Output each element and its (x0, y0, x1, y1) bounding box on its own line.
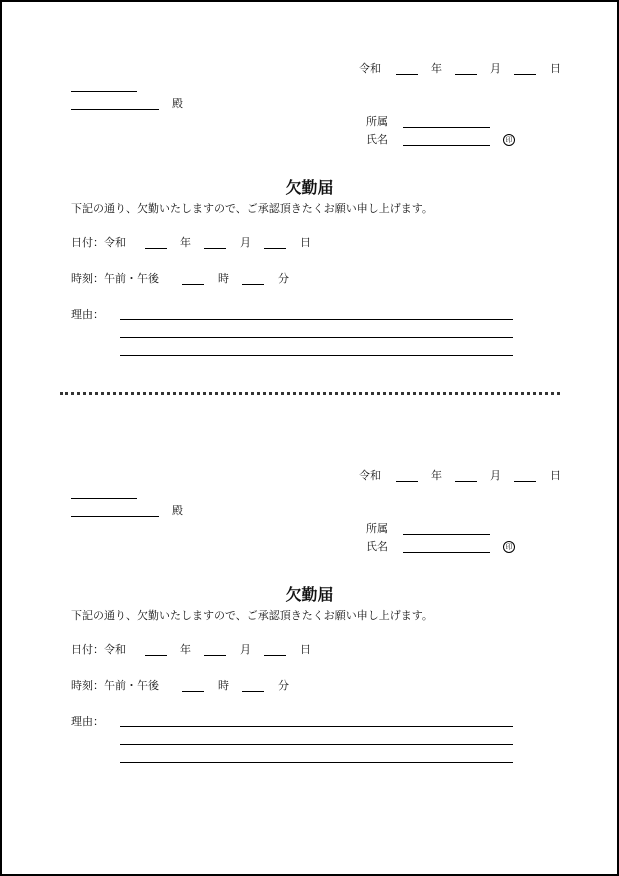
absence-form-upper (0, 0, 619, 380)
reason-line[interactable] (120, 355, 513, 356)
addressee-dept-field[interactable] (71, 498, 137, 499)
affiliation-label: 所属 (366, 522, 388, 535)
absence-form-lower (0, 407, 619, 787)
addressee-dept-field[interactable] (71, 91, 137, 92)
absence-day-label: 日 (300, 236, 311, 249)
addressee-name-field[interactable] (71, 109, 159, 110)
absence-day-field[interactable] (264, 655, 286, 656)
date-row-label: 日付：令和 (71, 643, 126, 656)
intro-text: 下記の通り、欠勤いたしますので、ご承認頂きたくお願い申し上げます。 (71, 202, 433, 215)
time-hour-field[interactable] (182, 691, 204, 692)
affiliation-field[interactable] (403, 534, 490, 535)
date-year-field[interactable] (396, 74, 418, 75)
reason-label: 理由： (71, 308, 104, 321)
time-minute-field[interactable] (242, 284, 264, 285)
seal-mark: 印 (503, 134, 515, 146)
date-month-field[interactable] (455, 481, 477, 482)
intro-text: 下記の通り、欠勤いたしますので、ご承認頂きたくお願い申し上げます。 (71, 609, 433, 622)
reason-line[interactable] (120, 762, 513, 763)
absence-year-label: 年 (180, 236, 191, 249)
name-field[interactable] (403, 145, 490, 146)
addressee-suffix: 殿 (172, 504, 183, 517)
date-month-field[interactable] (455, 74, 477, 75)
seal-mark: 印 (503, 541, 515, 553)
reason-line[interactable] (120, 744, 513, 745)
date-month-label: 月 (490, 469, 501, 482)
name-label: 氏名 (366, 133, 388, 146)
form-title: 欠勤届 (285, 178, 334, 197)
absence-month-field[interactable] (204, 248, 226, 249)
date-day-field[interactable] (514, 74, 536, 75)
absence-month-field[interactable] (204, 655, 226, 656)
time-row-label: 時刻：午前・午後 (71, 272, 159, 285)
date-day-label: 日 (550, 469, 561, 482)
date-era: 令和 (359, 62, 381, 75)
reason-label: 理由： (71, 715, 104, 728)
absence-day-field[interactable] (264, 248, 286, 249)
name-field[interactable] (403, 552, 490, 553)
date-day-field[interactable] (514, 481, 536, 482)
addressee-name-field[interactable] (71, 516, 159, 517)
time-hour-label: 時 (218, 679, 229, 692)
time-hour-field[interactable] (182, 284, 204, 285)
date-year-label: 年 (431, 62, 442, 75)
form-title: 欠勤届 (285, 585, 334, 604)
date-year-field[interactable] (396, 481, 418, 482)
time-minute-field[interactable] (242, 691, 264, 692)
reason-line[interactable] (120, 319, 513, 320)
date-era: 令和 (359, 469, 381, 482)
reason-line[interactable] (120, 726, 513, 727)
absence-month-label: 月 (240, 236, 251, 249)
absence-year-field[interactable] (145, 248, 167, 249)
name-label: 氏名 (366, 540, 388, 553)
absence-day-label: 日 (300, 643, 311, 656)
date-day-label: 日 (550, 62, 561, 75)
date-year-label: 年 (431, 469, 442, 482)
absence-year-label: 年 (180, 643, 191, 656)
affiliation-field[interactable] (403, 127, 490, 128)
time-row-label: 時刻：午前・午後 (71, 679, 159, 692)
absence-month-label: 月 (240, 643, 251, 656)
reason-line[interactable] (120, 337, 513, 338)
addressee-suffix: 殿 (172, 97, 183, 110)
affiliation-label: 所属 (366, 115, 388, 128)
absence-year-field[interactable] (145, 655, 167, 656)
time-minute-label: 分 (278, 679, 289, 692)
time-minute-label: 分 (278, 272, 289, 285)
time-hour-label: 時 (218, 272, 229, 285)
cut-line-divider (60, 392, 560, 395)
date-row-label: 日付：令和 (71, 236, 126, 249)
date-month-label: 月 (490, 62, 501, 75)
